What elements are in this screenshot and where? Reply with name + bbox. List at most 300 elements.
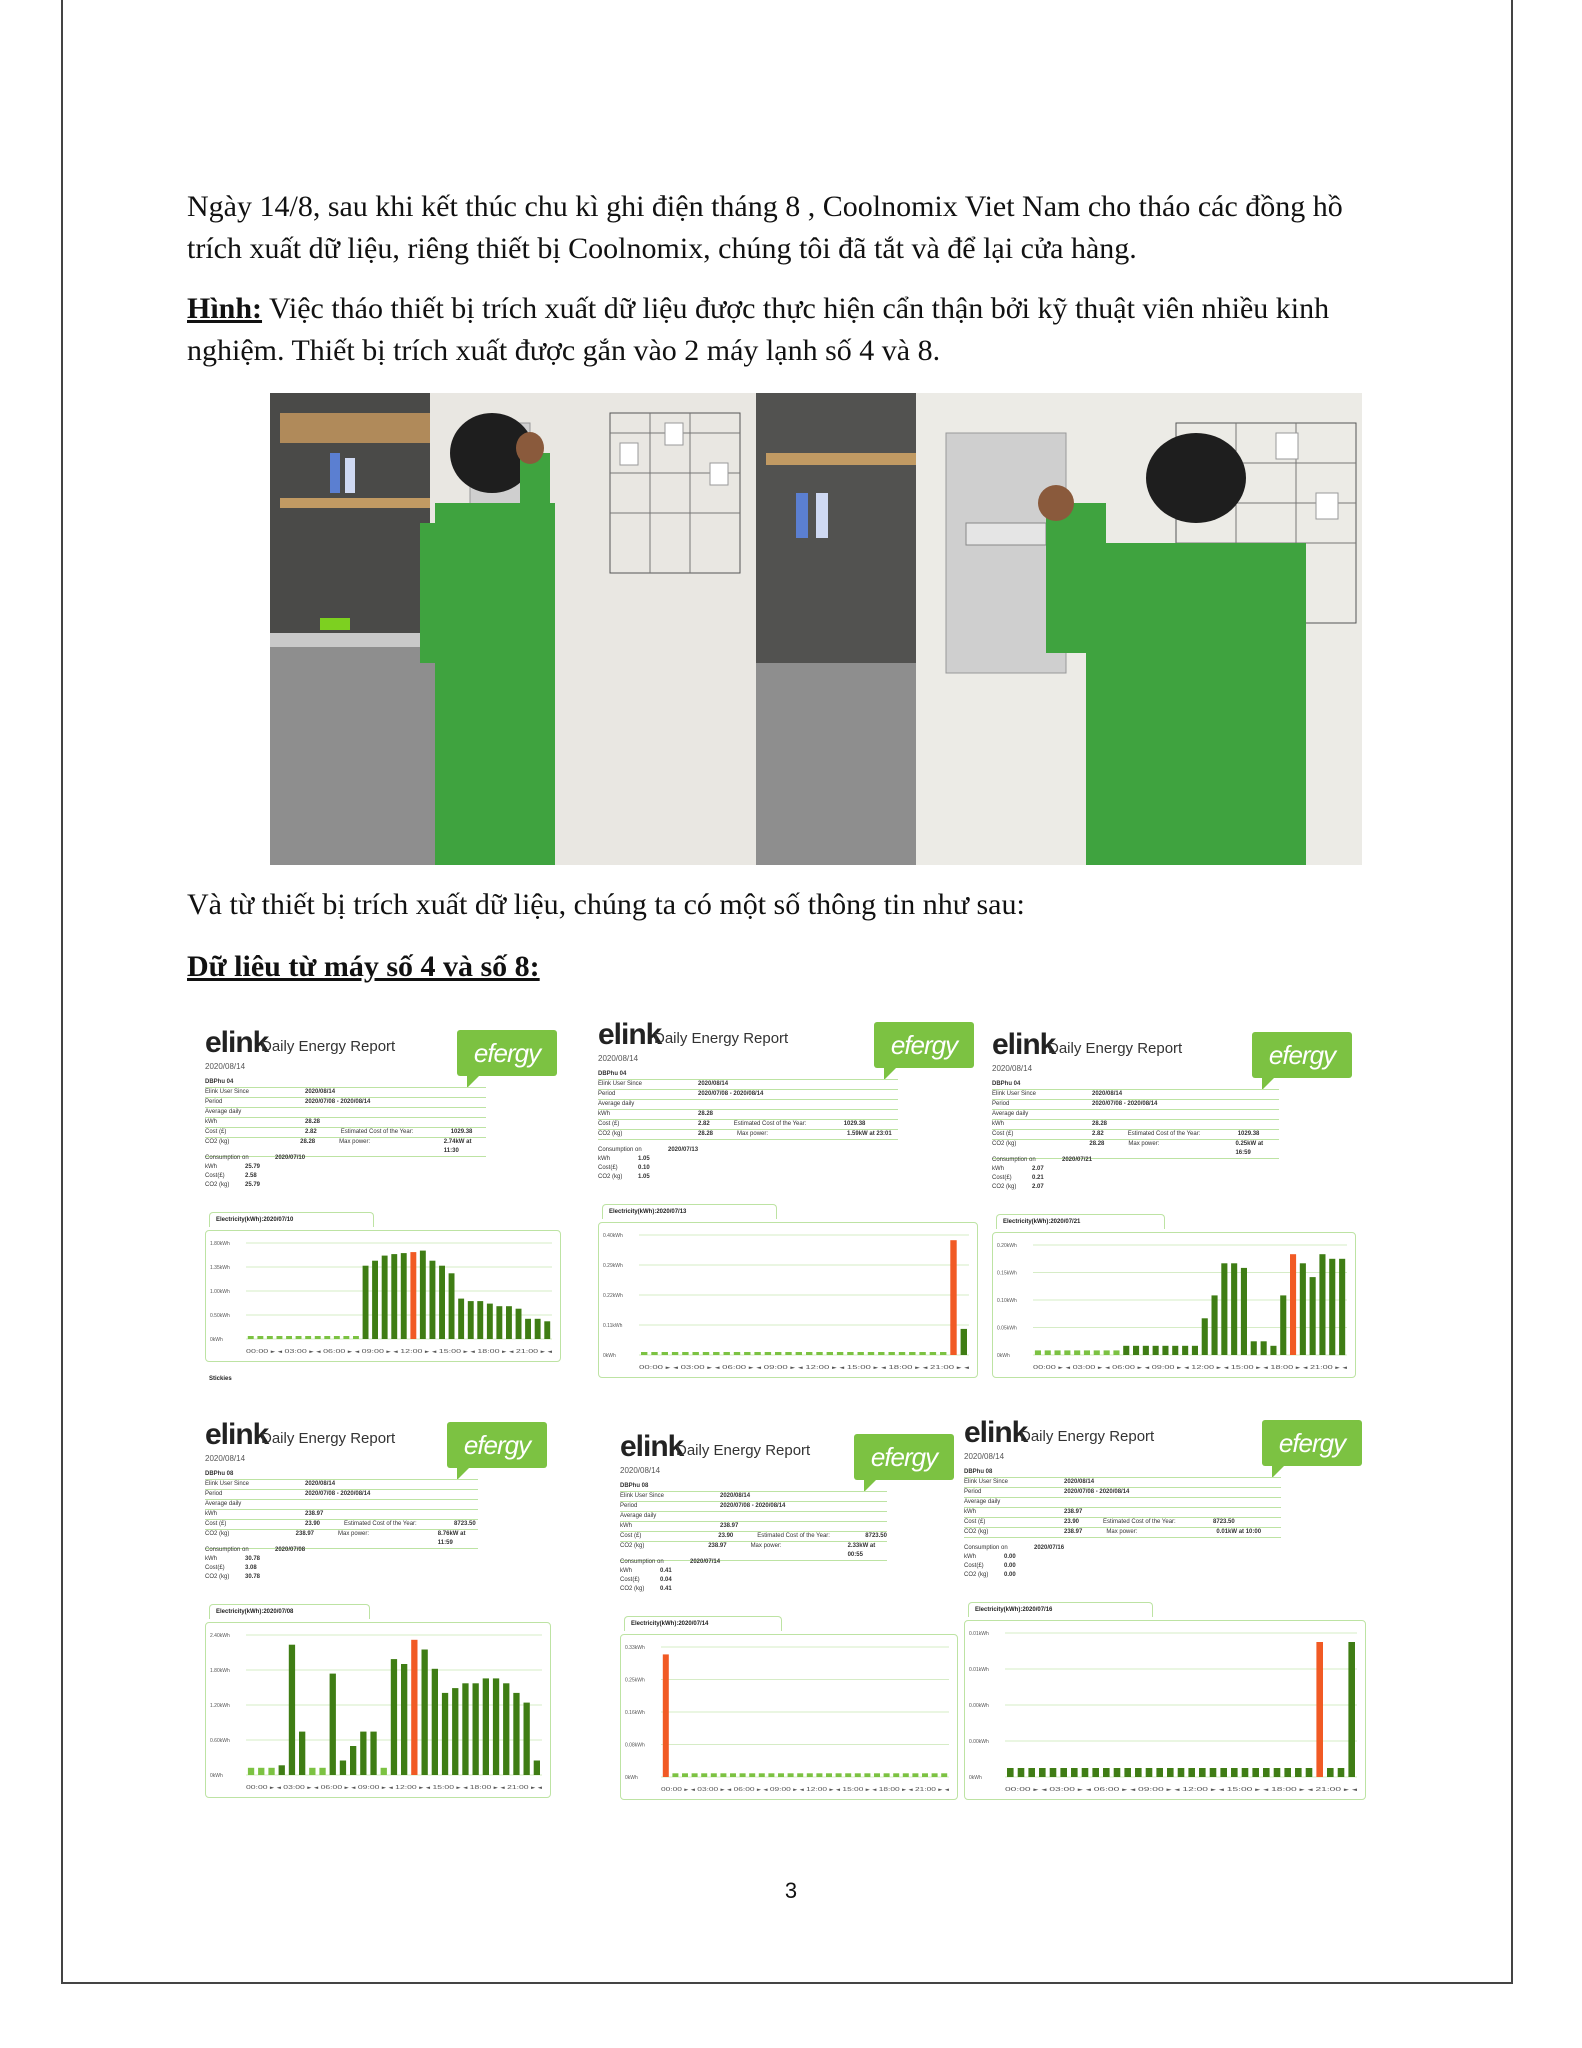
summary-key: Elink User Since [992, 1091, 1037, 1097]
y-tick-label: 0.40kWh [603, 1233, 623, 1239]
summary-value: 2.82 [698, 1121, 710, 1127]
consumption-value: 0.00 [1004, 1572, 1016, 1578]
chart-bar [961, 1329, 967, 1355]
consumption-key: kWh [992, 1166, 1004, 1172]
consumption-heading [964, 1544, 1064, 1553]
summary-extra-value: 8723.50 [865, 1533, 887, 1539]
chart-bar [768, 1773, 774, 1777]
chart-bar [381, 1768, 387, 1775]
summary-value: 23.90 [718, 1533, 734, 1539]
chart-bar [535, 1319, 541, 1339]
consumption-row [620, 1576, 720, 1585]
consumption-label: Consumption on [620, 1559, 664, 1565]
technician-photos [270, 393, 1362, 865]
energy-bar-chart [992, 1232, 1356, 1378]
chart-bar [473, 1683, 479, 1775]
summary-extra-key: Max power: [750, 1543, 782, 1549]
consumption-row [205, 1564, 305, 1573]
y-tick-label: 0kWh [603, 1353, 616, 1359]
summary-key: Cost (£) [992, 1131, 1014, 1137]
photo-technician-right [756, 393, 1362, 865]
consumption-row [205, 1555, 305, 1564]
elink-logo: elink [205, 1026, 269, 1059]
summary-extra-value: 0.01kW at 10:00 [1216, 1529, 1262, 1535]
chart-bar [442, 1693, 448, 1775]
efergy-logo: efergy [854, 1434, 954, 1480]
summary-key: kWh [620, 1523, 632, 1529]
report-title: Daily Energy Report [261, 1038, 396, 1055]
consumption-heading [598, 1146, 698, 1155]
chart-bar [1300, 1263, 1306, 1355]
chart-svg [599, 1223, 977, 1377]
summary-key: CO2 (kg) [598, 1131, 623, 1137]
chart-bar [919, 1352, 925, 1355]
chart-bar [720, 1773, 726, 1777]
chart-bar [703, 1352, 709, 1355]
summary-extra-value: 1029.38 [450, 1129, 473, 1135]
chart-bar [1202, 1318, 1208, 1355]
chart-bar [1018, 1768, 1025, 1777]
chart-bar [1182, 1346, 1188, 1355]
chart-bar [1261, 1341, 1267, 1355]
summary-row [964, 1478, 1281, 1488]
chart-bar [248, 1768, 254, 1775]
chart-bar [449, 1273, 455, 1339]
consumption-key: CO2 (kg) [205, 1182, 230, 1188]
summary-row [964, 1508, 1281, 1518]
chart-bar [493, 1678, 499, 1775]
y-tick-label: 0.16kWh [625, 1710, 645, 1716]
y-tick-label: 0.00kWh [969, 1739, 989, 1745]
chart-bar [1039, 1768, 1046, 1777]
chart-bar [279, 1765, 285, 1775]
summary-key: Cost (£) [205, 1521, 227, 1527]
summary-key: Period [598, 1091, 616, 1097]
summary-row [964, 1498, 1281, 1508]
chart-bar [889, 1352, 895, 1355]
summary-key: Average daily [964, 1499, 1001, 1505]
chart-label: Electricity(kWh):2020/07/13 [602, 1204, 777, 1219]
chart-bar [693, 1352, 699, 1355]
chart-bar [1263, 1768, 1270, 1777]
summary-key: Elink User Since [964, 1479, 1009, 1485]
chart-bar [1221, 1263, 1227, 1355]
consumption-value: 0.04 [660, 1577, 672, 1583]
summary-value: 28.28 [698, 1111, 714, 1117]
chart-bar [1055, 1350, 1061, 1355]
summary-key: Cost (£) [205, 1129, 227, 1135]
consumption-row [205, 1172, 305, 1181]
chart-bar [1319, 1254, 1325, 1355]
chart-bar [1339, 1259, 1345, 1355]
consumption-heading [992, 1156, 1092, 1165]
report-summary [205, 1078, 486, 1157]
elink-logo: elink [205, 1418, 269, 1451]
summary-key: Elink User Since [598, 1081, 643, 1087]
consumption-value: 2.07 [1032, 1166, 1044, 1172]
chart-bar [439, 1266, 445, 1339]
chart-bar [868, 1352, 874, 1355]
chart-bar [903, 1773, 909, 1777]
summary-row [992, 1090, 1279, 1100]
chart-bar [401, 1664, 407, 1775]
chart-bar [1220, 1768, 1227, 1777]
summary-key: kWh [992, 1121, 1004, 1127]
summary-extra-value: 8.76kW at 11:59 [437, 1531, 466, 1546]
chart-bar [950, 1240, 956, 1355]
y-tick-label: 0.11kWh [603, 1323, 623, 1329]
summary-key: CO2 (kg) [992, 1141, 1017, 1147]
elink-logo: elink [964, 1416, 1028, 1449]
chart-bar [267, 1336, 273, 1339]
y-tick-label: 0.29kWh [603, 1263, 623, 1269]
chart-bar [682, 1773, 688, 1777]
summary-row [205, 1480, 478, 1490]
y-tick-label: 0.01kWh [969, 1667, 989, 1673]
consumption-row [992, 1165, 1092, 1174]
consumption-date: 2020/07/21 [1062, 1157, 1093, 1163]
chart-bar [701, 1773, 707, 1777]
consumption-label: Consumption on [598, 1147, 642, 1153]
summary-value: 28.28 [305, 1119, 321, 1125]
chart-bar [248, 1336, 254, 1339]
summary-row [205, 1520, 478, 1530]
consumption-row [992, 1174, 1092, 1183]
chart-bar [878, 1352, 884, 1355]
figure-caption-text: Việc tháo thiết bị trích xuất dữ liệu được thực hiện cẩn thận bởi kỹ thuật viên nhiều kinh nghiệm. Thiết bị trích xuất được gắn vào 2 máy lạnh số 4 và 8. [187, 292, 1330, 367]
summary-row [205, 1128, 486, 1138]
summary-row [992, 1130, 1279, 1140]
chart-bar [672, 1773, 678, 1777]
consumption-heading [205, 1546, 305, 1555]
chart-bar [324, 1336, 330, 1339]
chart-bar [382, 1256, 388, 1339]
y-tick-label: 0.33kWh [625, 1645, 645, 1651]
summary-row [598, 1110, 898, 1120]
consumption-key: kWh [964, 1554, 976, 1560]
summary-value: 2020/08/14 [305, 1089, 336, 1095]
chart-bar [487, 1304, 493, 1339]
consumption-row [964, 1562, 1064, 1571]
consumption-key: kWh [205, 1556, 217, 1562]
chart-bar [909, 1352, 915, 1355]
chart-bar [730, 1773, 736, 1777]
chart-bar [1284, 1768, 1291, 1777]
summary-extra-key: Max power: [737, 1131, 769, 1137]
consumption-value: 25.79 [245, 1182, 261, 1188]
summary-key: kWh [205, 1511, 217, 1517]
consumption-key: CO2 (kg) [992, 1184, 1017, 1190]
consumption-row [964, 1571, 1064, 1580]
chart-bar [401, 1253, 407, 1339]
chart-bar [816, 1352, 822, 1355]
chart-bar [1329, 1259, 1335, 1355]
summary-row [205, 1098, 486, 1108]
chart-bar [432, 1669, 438, 1775]
summary-key: CO2 (kg) [620, 1543, 645, 1549]
y-tick-label: 0kWh [997, 1353, 1010, 1359]
y-tick-label: 0.22kWh [603, 1293, 623, 1299]
summary-value: 2020/08/14 [698, 1081, 729, 1087]
summary-key: kWh [964, 1509, 976, 1515]
summary-value: 28.28 [1089, 1141, 1105, 1147]
summary-row [205, 1108, 486, 1118]
consumption-key: Cost(£) [598, 1165, 618, 1171]
energy-bar-chart [598, 1222, 978, 1378]
summary-key: kWh [205, 1119, 217, 1125]
report-date: 2020/08/14 [620, 1466, 661, 1475]
chart-bar [305, 1336, 311, 1339]
summary-extra-key: Estimated Cost of the Year: [344, 1521, 417, 1527]
consumption-date: 2020/07/08 [275, 1547, 306, 1553]
x-tick-labels: 00:00 ▸ ◂ 03:00 ▸ ◂ 06:00 ▸ ◂ 09:00 ▸ ◂ 12:00 ▸ ◂ 15:00 ▸ ◂ 18:00 ▸ ◂ 21:00 ▸ ◂ [639, 1365, 970, 1371]
efergy-logo: efergy [1262, 1420, 1362, 1466]
summary-row [205, 1500, 478, 1510]
y-tick-label: 0.20kWh [997, 1243, 1017, 1249]
chart-bar [370, 1732, 376, 1775]
chart-bar [1162, 1346, 1168, 1355]
summary-key: Average daily [598, 1101, 635, 1107]
y-tick-label: 0.05kWh [997, 1325, 1017, 1332]
summary-row [598, 1120, 898, 1130]
summary-key: Period [205, 1491, 223, 1497]
chart-bar [1241, 1268, 1247, 1355]
report-title: Daily Energy Report [654, 1030, 789, 1047]
consumption-key: CO2 (kg) [620, 1586, 645, 1592]
summary-row [205, 1490, 478, 1500]
consumption-label: Consumption on [992, 1157, 1036, 1163]
chart-bar [662, 1352, 668, 1355]
chart-label: Electricity(kWh):2020/07/14 [624, 1616, 782, 1631]
chart-bar [899, 1352, 905, 1355]
summary-extra-value: 1.59kW at 23:01 [847, 1131, 892, 1137]
energy-report-4 [205, 1418, 555, 1804]
y-tick-label: 0.60kWh [210, 1738, 230, 1744]
summary-row [620, 1532, 887, 1542]
chart-bar [847, 1352, 853, 1355]
chart-bar [778, 1773, 784, 1777]
chart-bar [1295, 1768, 1302, 1777]
chart-bar [724, 1352, 730, 1355]
chart-bar [713, 1352, 719, 1355]
summary-value: 2020/07/08 - 2020/08/14 [1092, 1101, 1158, 1107]
chart-bar [340, 1761, 346, 1776]
consumption-heading [620, 1558, 720, 1567]
chart-bar [315, 1336, 321, 1339]
chart-bar [1071, 1768, 1078, 1777]
consumption-row [205, 1181, 305, 1190]
chart-bar [1092, 1768, 1099, 1777]
chart-bar [1316, 1642, 1323, 1777]
efergy-logo: efergy [457, 1030, 557, 1076]
consumption-value: 0.21 [1032, 1175, 1044, 1181]
chart-bar [740, 1773, 746, 1777]
chart-bar [806, 1352, 812, 1355]
chart-bar [1113, 1350, 1119, 1355]
report-title: Daily Energy Report [676, 1442, 811, 1459]
y-tick-label: 0.50kWh [210, 1313, 230, 1319]
chart-bar [534, 1761, 540, 1776]
y-tick-label: 1.35kWh [210, 1265, 230, 1271]
summary-key: Period [992, 1101, 1010, 1107]
energy-bar-chart [964, 1620, 1366, 1800]
summary-key: Elink User Since [205, 1481, 250, 1487]
energy-report-1 [205, 1026, 565, 1382]
consumption-value: 0.00 [1004, 1554, 1016, 1560]
summary-value: 2020/08/14 [720, 1493, 751, 1499]
consumption-row [964, 1553, 1064, 1562]
chart-bar [462, 1683, 468, 1775]
y-tick-label: 0kWh [210, 1337, 223, 1343]
chart-bar [330, 1674, 336, 1775]
chart-bar [1156, 1768, 1163, 1777]
paragraph-data-intro: Và từ thiết bị trích xuất dữ liệu, chúng ta có một số thông tin như sau: [187, 888, 1025, 921]
chart-bar [1114, 1768, 1121, 1777]
chart-bar [1251, 1341, 1257, 1355]
summary-row [992, 1100, 1279, 1110]
chart-bar [1338, 1768, 1345, 1777]
chart-bar [1172, 1346, 1178, 1355]
consumption-key: kWh [598, 1156, 610, 1162]
consumption-row [598, 1155, 698, 1164]
chart-bar [289, 1645, 295, 1775]
y-tick-label: 0.08kWh [625, 1742, 645, 1749]
consumption-label: Consumption on [964, 1545, 1008, 1551]
elink-logo: elink [992, 1028, 1056, 1061]
chart-bar [353, 1336, 359, 1339]
report-date: 2020/08/14 [964, 1452, 1005, 1461]
x-tick-labels: 00:00 ▸ ◂ 03:00 ▸ ◂ 06:00 ▸ ◂ 09:00 ▸ ◂ 12:00 ▸ ◂ 15:00 ▸ ◂ 18:00 ▸ ◂ 21:00 ▸ ◂ [661, 1787, 950, 1793]
consumption-value: 2.07 [1032, 1184, 1044, 1190]
consumption-value: 25.79 [245, 1164, 261, 1170]
chart-bar [1060, 1768, 1067, 1777]
device-name: DBPhu 08 [964, 1468, 1281, 1478]
consumption-date: 2020/07/10 [275, 1155, 306, 1161]
summary-value: 2020/07/08 - 2020/08/14 [1064, 1489, 1130, 1495]
chart-bar [807, 1773, 813, 1777]
consumption-row [598, 1173, 698, 1182]
page-number: 3 [784, 1878, 798, 1903]
summary-extra-value: 8723.50 [1213, 1519, 1235, 1525]
summary-value: 2020/08/14 [1092, 1091, 1123, 1097]
y-tick-label: 0.25kWh [625, 1677, 645, 1684]
chart-bar [858, 1352, 864, 1355]
consumption-block [620, 1558, 720, 1594]
y-tick-label: 0kWh [210, 1773, 223, 1779]
y-tick-label: 0.01kWh [969, 1631, 989, 1637]
summary-key: Period [620, 1503, 638, 1509]
summary-value: 2020/07/08 - 2020/08/14 [720, 1503, 786, 1509]
y-tick-label: 1.80kWh [210, 1668, 230, 1674]
chart-bar [672, 1352, 678, 1355]
chart-bar [1082, 1768, 1089, 1777]
consumption-block [598, 1146, 698, 1182]
y-tick-label: 0kWh [969, 1775, 982, 1781]
chart-bar [1124, 1768, 1131, 1777]
chart-bar [816, 1773, 822, 1777]
chart-bar [420, 1251, 426, 1339]
summary-key: CO2 (kg) [205, 1531, 230, 1537]
summary-row [598, 1100, 898, 1110]
y-tick-label: 0kWh [625, 1775, 638, 1781]
consumption-row [205, 1163, 305, 1172]
chart-bar [296, 1336, 302, 1339]
chart-bar [754, 1352, 760, 1355]
consumption-label: Consumption on [205, 1547, 249, 1553]
efergy-logo: efergy [1252, 1032, 1352, 1078]
chart-label: Electricity(kWh):2020/07/21 [996, 1214, 1165, 1229]
summary-key: Average daily [205, 1109, 242, 1115]
chart-bar [468, 1301, 474, 1339]
summary-value: 238.97 [1064, 1509, 1083, 1515]
chart-bar [765, 1352, 771, 1355]
consumption-row [205, 1573, 305, 1582]
report-date: 2020/08/14 [205, 1454, 246, 1463]
energy-bar-chart [205, 1622, 551, 1798]
summary-key: kWh [598, 1111, 610, 1117]
chart-bar [1084, 1350, 1090, 1355]
x-tick-labels: 00:00 ▸ ◂ 03:00 ▸ ◂ 06:00 ▸ ◂ 09:00 ▸ ◂ 12:00 ▸ ◂ 15:00 ▸ ◂ 18:00 ▸ ◂ 21:00 ▸ ◂ [246, 1349, 553, 1355]
report-date: 2020/08/14 [598, 1054, 639, 1063]
chart-svg [965, 1621, 1365, 1799]
summary-row [964, 1528, 1281, 1538]
chart-bar [1192, 1346, 1198, 1355]
summary-value: 2020/08/14 [1064, 1479, 1095, 1485]
chart-bar [1103, 1768, 1110, 1777]
consumption-key: CO2 (kg) [205, 1574, 230, 1580]
consumption-key: Cost(£) [964, 1563, 984, 1569]
summary-key: CO2 (kg) [205, 1139, 230, 1145]
chart-label: Electricity(kWh):2020/07/16 [968, 1602, 1153, 1617]
chart-bar [922, 1773, 928, 1777]
summary-row [964, 1518, 1281, 1528]
summary-key: Average daily [620, 1513, 657, 1519]
summary-value: 238.97 [305, 1511, 324, 1517]
chart-bar [350, 1746, 356, 1775]
chart-bar [855, 1773, 861, 1777]
report-summary [205, 1470, 478, 1549]
chart-bar [775, 1352, 781, 1355]
report-title: Daily Energy Report [261, 1430, 396, 1447]
device-name: DBPhu 04 [205, 1078, 486, 1088]
chart-bar [827, 1352, 833, 1355]
summary-extra-key: Max power: [1106, 1529, 1138, 1535]
consumption-key: CO2 (kg) [964, 1572, 989, 1578]
chart-bar [513, 1693, 519, 1775]
chart-bar [422, 1650, 428, 1776]
summary-row [620, 1502, 887, 1512]
chart-bar [1231, 1263, 1237, 1355]
chart-bar [268, 1768, 274, 1775]
chart-bar [1348, 1642, 1355, 1777]
chart-svg [206, 1623, 550, 1797]
efergy-logo: efergy [447, 1422, 547, 1468]
report-title: Daily Energy Report [1020, 1428, 1155, 1445]
report-footer-tab: Stickies [209, 1376, 232, 1382]
efergy-logo: efergy [874, 1022, 974, 1068]
chart-bar [1007, 1768, 1014, 1777]
report-title: Daily Energy Report [1048, 1040, 1183, 1057]
summary-row [205, 1510, 478, 1520]
paragraph-figure-caption [187, 288, 1387, 372]
chart-bar [277, 1336, 283, 1339]
summary-key: Elink User Since [620, 1493, 665, 1499]
y-tick-label: 2.40kWh [210, 1633, 230, 1639]
chart-bar [1242, 1768, 1249, 1777]
chart-bar [496, 1306, 502, 1339]
chart-bar [1064, 1350, 1070, 1355]
summary-row [964, 1488, 1281, 1498]
